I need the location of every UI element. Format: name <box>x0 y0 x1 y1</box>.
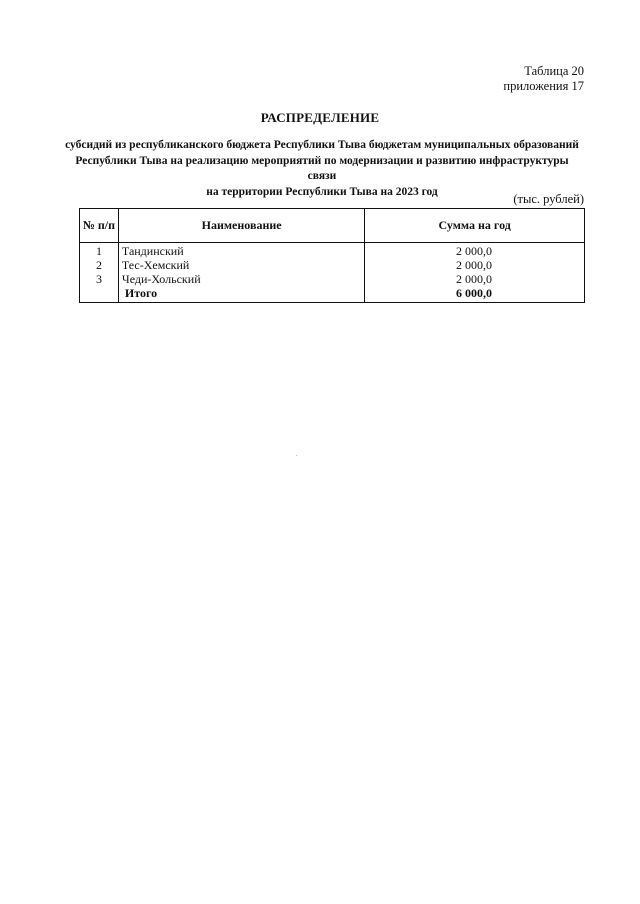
total-sum: 6 000,0 <box>365 286 585 303</box>
row-sum: 2 000,0 <box>365 258 585 272</box>
column-header-sum: Сумма на год <box>365 209 585 243</box>
subtitle-line: Республики Тыва на реализацию мероприятий по модернизации и развитию инфраструктуры связи <box>75 154 569 182</box>
row-number: 3 <box>80 272 119 286</box>
table-row <box>80 258 585 272</box>
distribution-table <box>79 208 585 303</box>
row-sum: 2 000,0 <box>365 272 585 286</box>
scan-speck <box>296 455 297 456</box>
row-name: Тандинский <box>118 243 364 259</box>
subtitle-line: на территории Республики Тыва на 2023 год <box>206 185 438 198</box>
column-header-name: Наименование <box>118 209 364 243</box>
total-label: Итого <box>118 286 364 303</box>
row-name: Чеди-Хольский <box>118 272 364 286</box>
table-row <box>80 272 585 286</box>
subtitle-line: субсидий из республиканского бюджета Республики Тыва бюджетам муниципальных образований <box>65 139 579 151</box>
row-sum: 2 000,0 <box>365 243 585 259</box>
total-number-cell <box>80 286 119 303</box>
appendix-reference: приложения 17 <box>503 79 584 93</box>
document-title: РАСПРЕДЕЛЕНИЕ <box>260 110 380 125</box>
units-label: (тыс. рублей) <box>513 192 584 206</box>
row-number: 2 <box>80 258 119 272</box>
table-row <box>80 243 585 259</box>
table-reference: Таблица 20 <box>524 64 584 78</box>
row-number: 1 <box>80 243 119 259</box>
document-header <box>503 64 584 94</box>
column-header-number: № п/п <box>80 209 119 243</box>
table-header-row <box>80 209 585 243</box>
row-name: Тес-Хемский <box>118 258 364 272</box>
total-row <box>80 286 585 303</box>
document-subtitle <box>60 138 584 200</box>
